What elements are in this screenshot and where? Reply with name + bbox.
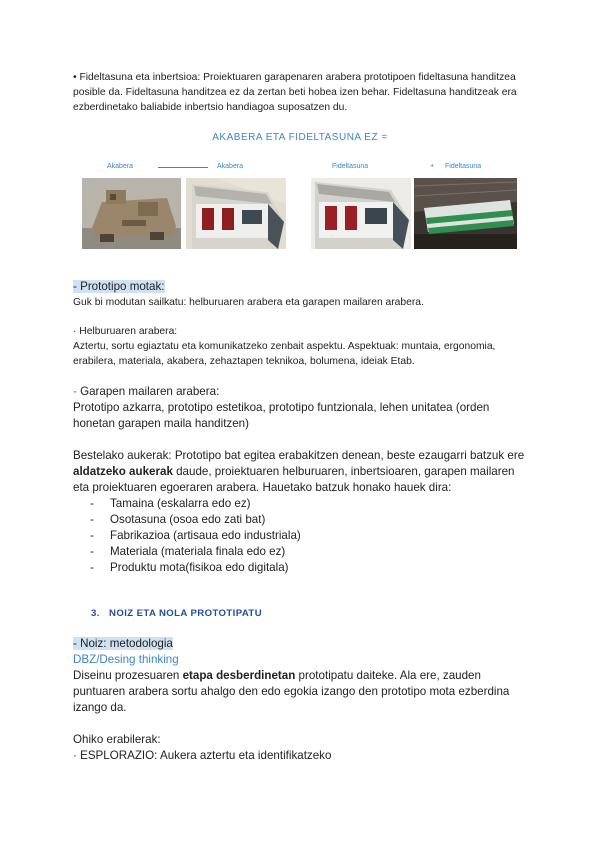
other-bold: aldatzeko aukerak: [73, 465, 173, 478]
caption-akabera-1: Akabera: [107, 163, 134, 170]
intro-paragraph: [73, 70, 533, 115]
other-paragraph: Bestelako aukerak: Prototipo bat egitea erabakitzen denean, beste ezaugarri batzuk ere aldatzeko aukerak daude, proiektuaren helburuaren, inbertsioaren, garapen mailaren eta proiektuaren egoeraren arabera. Hauetako batzuk honako hauek dira:: [73, 449, 525, 494]
process-bold: etapa desberdinetan: [182, 669, 296, 682]
options-list: [73, 496, 533, 576]
bullet: •: [73, 72, 77, 83]
figure-title: AKABERA ETA FIDELTASUNA EZ =: [212, 132, 388, 143]
uses-block: [73, 732, 533, 764]
goal-block: [73, 324, 533, 369]
goal-heading: · Helburuaren arabera:: [73, 326, 178, 337]
photo-locomotive-station: [414, 178, 517, 249]
photo-tram-render-2: [311, 178, 411, 249]
section-number: 3.: [91, 608, 100, 619]
process-paragraph: Diseinu prozesuaren etapa desberdinetan prototipatu daiteke. Ala ere, zauden puntuaren arabera sortu ahalgo den edo egokia izango den prototipo mota ezberdina izango da.: [73, 669, 510, 714]
types-section: [73, 279, 533, 310]
list-item: - Materiala (materiala finala edo ez): [73, 544, 533, 560]
section-title: NOIZ ETA NOLA PROTOTIPATU: [109, 608, 263, 619]
section-3-heading: [91, 608, 262, 619]
list-item: - Osotasuna (osoa edo zati bat): [73, 512, 533, 528]
dev-text: Prototipo azkarra, prototipo estetikoa, prototipo funtzionala, lehen unitatea (orden honetan garapen maila handitzen): [73, 401, 490, 430]
intro-text: Fideltasuna eta inbertsioa: Proiektuaren garapenaren arabera prototipoen fideltasuna handitzea posible da. Fideltasuna handitzea ez da zertan beti hobea izen behar. Fideltasuna handitzeak era ezberdinetako baliabide inbertsio handiagoa suposatzen du.: [73, 72, 517, 113]
uses-item: · ESPLORAZIO: Aukera aztertu eta identifikatzeko: [73, 749, 332, 762]
uses-heading: Ohiko erabilerak:: [73, 733, 161, 746]
caption-akabera-2: Akabera: [217, 163, 244, 170]
arrow-1: [158, 167, 208, 168]
arrow-2: •: [431, 163, 434, 170]
photo-cardboard-train: [82, 178, 181, 249]
dev-heading: · Garapen mailaren arabera:: [73, 385, 220, 398]
caption-fideltasuna-2: Fideltasuna: [445, 163, 482, 170]
dev-block: [73, 384, 533, 432]
when-block: [73, 636, 533, 716]
list-item: - Produktu mota(fisikoa edo digitala): [73, 560, 533, 576]
types-intro: Guk bi modutan sailkatu: helburuaren arabera eta garapen mailaren arabera.: [73, 297, 424, 308]
photo-tram-render-1: [186, 178, 286, 249]
types-heading: - Prototipo motak:: [73, 280, 165, 293]
caption-fideltasuna-1: Fideltasuna: [332, 163, 369, 170]
other-block: [73, 448, 533, 576]
when-heading: - Noiz: metodologia: [73, 637, 173, 650]
list-item: - Fabrikazioa (artisaua edo industriala): [73, 528, 533, 544]
list-item: - Tamaina (eskalarra edo ez): [73, 496, 533, 512]
dbz-label: DBZ/Desing thinking: [73, 653, 179, 666]
goal-text: Aztertu, sortu egiaztatu eta komunikatzeko zenbait aspektu. Aspektuak: muntaia, ergonomia, erabilera, materiala, akabera, zehaztapen teknikoa, bolumena, ideiak Etab.: [73, 341, 496, 367]
